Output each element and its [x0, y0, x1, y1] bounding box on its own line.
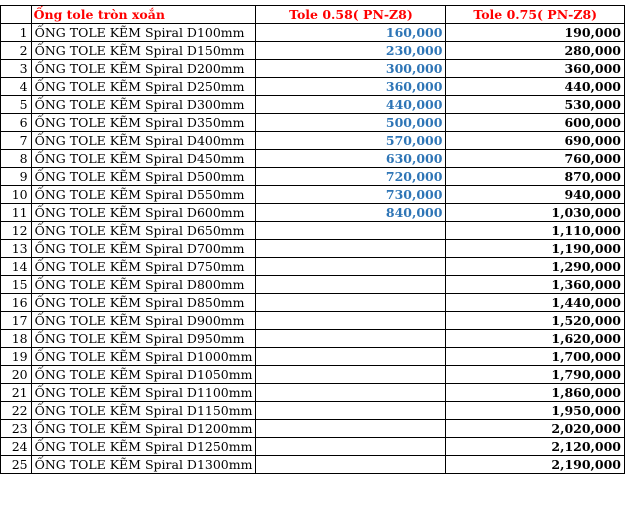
product-name: ỐNG TOLE KẼM Spiral D1250mm: [31, 438, 256, 456]
product-name: ỐNG TOLE KẼM Spiral D350mm: [31, 114, 256, 132]
price-075: 2,120,000: [446, 438, 625, 456]
header-row: [1, 6, 625, 24]
table-row: [1, 276, 625, 294]
row-number: 22: [1, 402, 32, 420]
price-058: [256, 348, 446, 366]
product-name: ỐNG TOLE KẼM Spiral D600mm: [31, 204, 256, 222]
table-row: [1, 186, 625, 204]
table-row: [1, 438, 625, 456]
price-075: 440,000: [446, 78, 625, 96]
row-number: 13: [1, 240, 32, 258]
price-075: 600,000: [446, 114, 625, 132]
row-number: 25: [1, 456, 32, 474]
price-058: [256, 402, 446, 420]
price-058: [256, 330, 446, 348]
price-075: 1,030,000: [446, 204, 625, 222]
table-row: [1, 258, 625, 276]
header-title: Ống tole tròn xoắn: [31, 6, 256, 24]
price-075: 760,000: [446, 150, 625, 168]
product-name: ỐNG TOLE KẼM Spiral D700mm: [31, 240, 256, 258]
product-name: ỐNG TOLE KẼM Spiral D750mm: [31, 258, 256, 276]
product-name: ỐNG TOLE KẼM Spiral D900mm: [31, 312, 256, 330]
product-name: ỐNG TOLE KẼM Spiral D1050mm: [31, 366, 256, 384]
product-name: ỐNG TOLE KẼM Spiral D200mm: [31, 60, 256, 78]
price-058: 500,000: [256, 114, 446, 132]
row-number: 5: [1, 96, 32, 114]
table-row: [1, 384, 625, 402]
table-row: [1, 294, 625, 312]
price-075: 1,860,000: [446, 384, 625, 402]
product-name: ỐNG TOLE KẼM Spiral D950mm: [31, 330, 256, 348]
row-number: 11: [1, 204, 32, 222]
product-name: ỐNG TOLE KẼM Spiral D800mm: [31, 276, 256, 294]
price-058: [256, 294, 446, 312]
table-row: [1, 348, 625, 366]
row-number: 12: [1, 222, 32, 240]
product-name: ỐNG TOLE KẼM Spiral D1000mm: [31, 348, 256, 366]
price-058: [256, 258, 446, 276]
price-058: [256, 240, 446, 258]
row-number: 18: [1, 330, 32, 348]
price-075: 1,790,000: [446, 366, 625, 384]
price-075: 1,360,000: [446, 276, 625, 294]
price-058: [256, 276, 446, 294]
table-row: [1, 204, 625, 222]
price-table-body: [1, 6, 625, 474]
price-058: 840,000: [256, 204, 446, 222]
row-number: 24: [1, 438, 32, 456]
price-058: [256, 384, 446, 402]
price-058: [256, 420, 446, 438]
table-row: [1, 312, 625, 330]
product-name: ỐNG TOLE KẼM Spiral D250mm: [31, 78, 256, 96]
row-number: 4: [1, 78, 32, 96]
price-075: 1,520,000: [446, 312, 625, 330]
price-075: 940,000: [446, 186, 625, 204]
price-058: 730,000: [256, 186, 446, 204]
product-name: ỐNG TOLE KẼM Spiral D650mm: [31, 222, 256, 240]
table-row: [1, 24, 625, 42]
table-row: [1, 456, 625, 474]
header-col-058: Tole 0.58( PN-Z8): [256, 6, 446, 24]
table-row: [1, 366, 625, 384]
row-number: 6: [1, 114, 32, 132]
table-row: [1, 78, 625, 96]
row-number: 19: [1, 348, 32, 366]
table-row: [1, 420, 625, 438]
price-075: 690,000: [446, 132, 625, 150]
row-number: 2: [1, 42, 32, 60]
row-number: 3: [1, 60, 32, 78]
row-number: 17: [1, 312, 32, 330]
product-name: ỐNG TOLE KẼM Spiral D1200mm: [31, 420, 256, 438]
price-058: 630,000: [256, 150, 446, 168]
price-058: [256, 438, 446, 456]
header-index-cell: [1, 6, 32, 24]
price-075: 1,110,000: [446, 222, 625, 240]
product-name: ỐNG TOLE KẼM Spiral D150mm: [31, 42, 256, 60]
product-name: ỐNG TOLE KẼM Spiral D850mm: [31, 294, 256, 312]
price-058: [256, 222, 446, 240]
product-name: ỐNG TOLE KẼM Spiral D300mm: [31, 96, 256, 114]
price-075: 190,000: [446, 24, 625, 42]
price-058: 160,000: [256, 24, 446, 42]
header-col-075: Tole 0.75( PN-Z8): [446, 6, 625, 24]
row-number: 1: [1, 24, 32, 42]
row-number: 14: [1, 258, 32, 276]
row-number: 7: [1, 132, 32, 150]
row-number: 23: [1, 420, 32, 438]
product-name: ỐNG TOLE KẼM Spiral D450mm: [31, 150, 256, 168]
table-row: [1, 240, 625, 258]
row-number: 21: [1, 384, 32, 402]
product-name: ỐNG TOLE KẼM Spiral D1300mm: [31, 456, 256, 474]
table-row: [1, 150, 625, 168]
table-row: [1, 132, 625, 150]
price-058: 230,000: [256, 42, 446, 60]
price-075: 280,000: [446, 42, 625, 60]
price-058: [256, 366, 446, 384]
table-row: [1, 330, 625, 348]
price-075: 1,700,000: [446, 348, 625, 366]
table-row: [1, 60, 625, 78]
price-075: 2,190,000: [446, 456, 625, 474]
price-075: 2,020,000: [446, 420, 625, 438]
table-row: [1, 168, 625, 186]
row-number: 20: [1, 366, 32, 384]
row-number: 8: [1, 150, 32, 168]
price-058: 720,000: [256, 168, 446, 186]
table-row: [1, 114, 625, 132]
price-058: 570,000: [256, 132, 446, 150]
table-row: [1, 222, 625, 240]
product-name: ỐNG TOLE KẼM Spiral D550mm: [31, 186, 256, 204]
price-058: [256, 456, 446, 474]
row-number: 9: [1, 168, 32, 186]
price-075: 1,290,000: [446, 258, 625, 276]
price-075: 1,620,000: [446, 330, 625, 348]
product-name: ỐNG TOLE KẼM Spiral D400mm: [31, 132, 256, 150]
price-075: 870,000: [446, 168, 625, 186]
row-number: 16: [1, 294, 32, 312]
product-name: ỐNG TOLE KẼM Spiral D100mm: [31, 24, 256, 42]
product-name: ỐNG TOLE KẼM Spiral D1150mm: [31, 402, 256, 420]
table-row: [1, 42, 625, 60]
price-table: [0, 5, 625, 474]
price-058: 440,000: [256, 96, 446, 114]
table-row: [1, 96, 625, 114]
table-row: [1, 402, 625, 420]
row-number: 10: [1, 186, 32, 204]
product-name: ỐNG TOLE KẼM Spiral D500mm: [31, 168, 256, 186]
product-name: ỐNG TOLE KẼM Spiral D1100mm: [31, 384, 256, 402]
price-075: 530,000: [446, 96, 625, 114]
price-075: 360,000: [446, 60, 625, 78]
price-058: 300,000: [256, 60, 446, 78]
price-058: [256, 312, 446, 330]
price-075: 1,440,000: [446, 294, 625, 312]
row-number: 15: [1, 276, 32, 294]
price-075: 1,950,000: [446, 402, 625, 420]
price-075: 1,190,000: [446, 240, 625, 258]
price-058: 360,000: [256, 78, 446, 96]
